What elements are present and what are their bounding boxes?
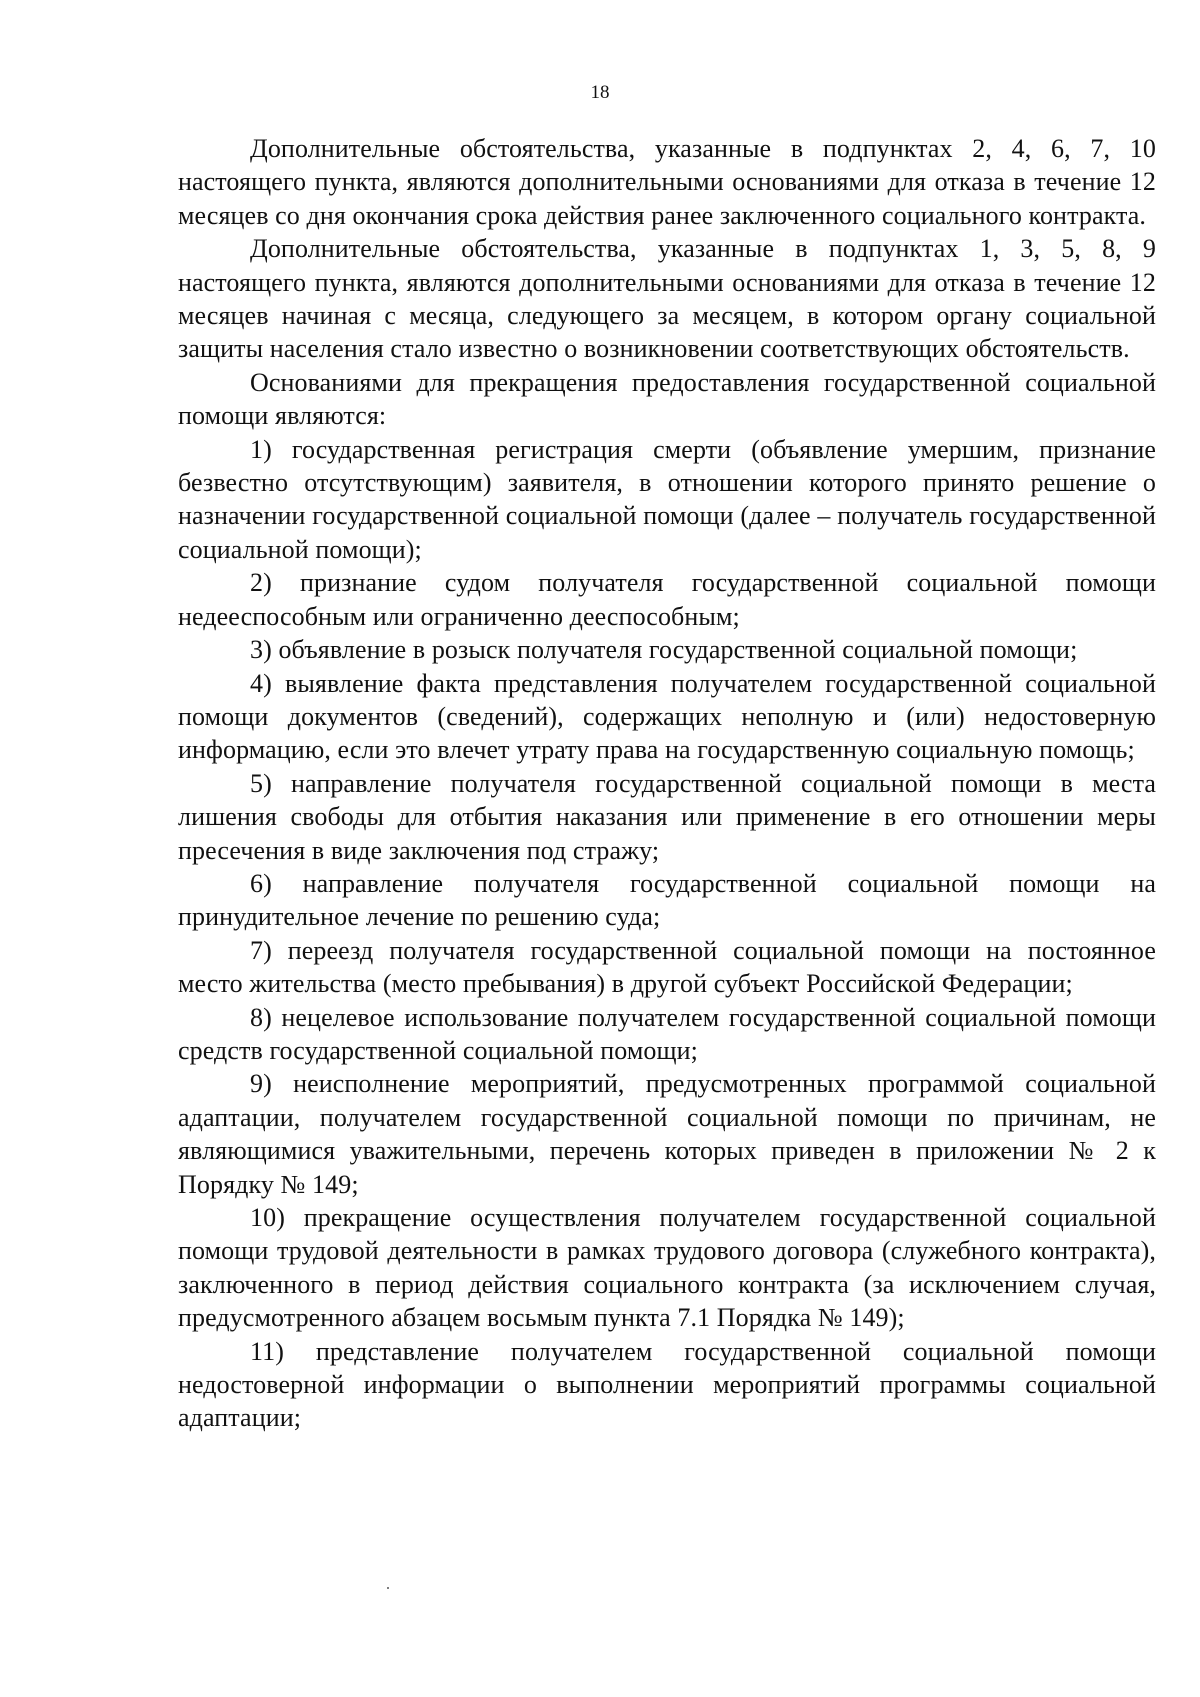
list-item-3: 3) объявление в розыск получателя государственной социальной помощи; — [250, 635, 1078, 665]
list-item-10: 10) прекращение осуществления получателем государственной социальной помощи трудовой деятельности в рамках трудового договора (служебного контракта), заключенного в период действия социального контракта (за исключением случая, предусмотренного абзацем восьмым пункта 7.1 Порядка № 149); — [178, 1203, 1156, 1333]
list-item-8: 8) нецелевое использование получателем государственной социальной помощи средств государственной социальной помощи; — [178, 1002, 1156, 1065]
list-item-2: 2) признание судом получателя государственной социальной помощи недееспособным или ограниченно дееспособным; — [178, 568, 1156, 631]
list-item-7: 7) переезд получателя государственной социальной помощи на постоянное место жительства (место пребывания) в другой субъект Российской Федерации; — [178, 935, 1156, 999]
document-body — [178, 132, 1156, 1435]
list-item-4: 4) выявление факта представления получателем государственной социальной помощи документов (сведений), содержащих неполную и (или) недостоверную информацию, если это влечет утрату права на государственную социальную помощь; — [178, 668, 1156, 765]
list-item-6: 6) направление получателя государственной социальной помощи на принудительное лечение по решению суда; — [178, 868, 1156, 932]
paragraph-additional-circumstances-1: Дополнительные обстоятельства, указанные в подпунктах 2, 4, 6, 7, 10 настоящего пункта, являются дополнительными основаниями для отказа в течение 12 месяцев со дня окончания срока действия ранее заключенного социального контракта. — [178, 134, 1156, 230]
list-item-11: 11) представление получателем государственной социальной помощи недостоверной информации о выполнении мероприятий программы социальной адаптации; — [178, 1336, 1156, 1433]
list-item-5: 5) направление получателя государственной социальной помощи в места лишения свободы для отбытия наказания или применение в его отношении меры пресечения в виде заключения под стражу; — [178, 768, 1156, 865]
page-number: 18 — [590, 82, 610, 103]
scan-speck — [387, 1587, 389, 1589]
paragraph-additional-circumstances-2: Дополнительные обстоятельства, указанные в подпунктах 1, 3, 5, 8, 9 настоящего пункта, являются дополнительными основаниями для отказа в течение 12 месяцев начиная с месяца, следующего за месяцем, в котором органу социальной защиты населения стало известно о возникновении соответствующих обстоятельств. — [178, 234, 1156, 364]
list-item-9: 9) неисполнение мероприятий, предусмотренных программой социальной адаптации, получателем государственной социальной помощи по причинам, не являющимися уважительными, перечень которых приведен в приложении № 2 к Порядку № 149; — [178, 1069, 1156, 1199]
paragraph-termination-grounds-intro: Основаниями для прекращения предоставления государственной социальной помощи являются: — [178, 367, 1156, 431]
list-item-1: 1) государственная регистрация смерти (объявление умершим, признание безвестно отсутствующим) заявителя, в отношении которого принято решение о назначении государственной социальной помощи (далее – получатель государственной социальной помощи); — [178, 434, 1156, 564]
